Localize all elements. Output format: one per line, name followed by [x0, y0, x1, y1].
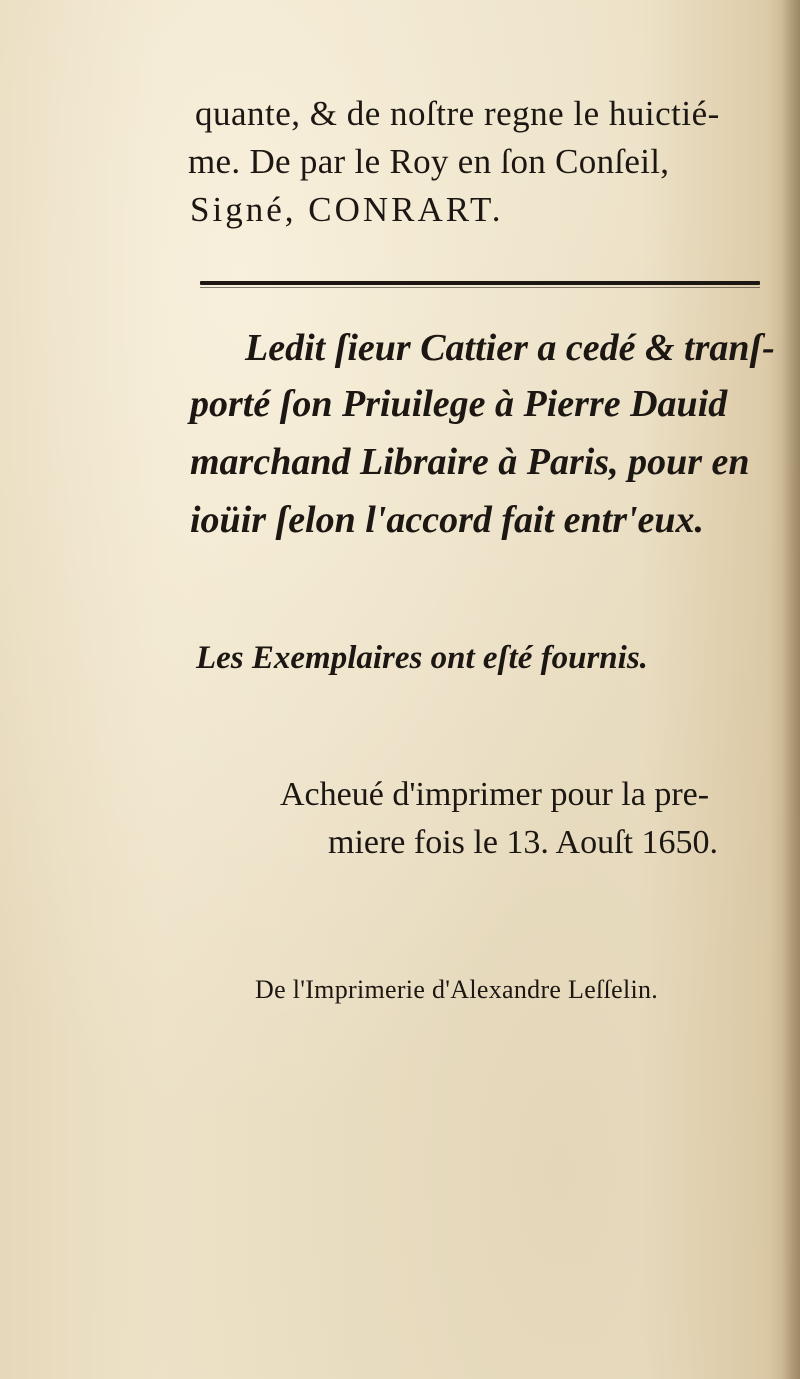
- completion-line-2: miere fois le 13. Aouſt 1650.: [328, 824, 719, 861]
- page-edge-shadow: [782, 0, 800, 1379]
- completion-line-1: Acheué d'imprimer pour la pre-: [280, 776, 710, 813]
- transfer-line-4: ioüir ſelon l'accord fait entr'eux.: [190, 499, 705, 541]
- horizontal-rule: [200, 281, 760, 285]
- transfer-line-1: Ledit ſieur Cattier a cedé & tranſ-: [245, 327, 775, 369]
- transfer-line-2: porté ſon Priuilege à Pierre Dauid: [190, 383, 728, 425]
- printer-imprint: De l'Imprimerie d'Alexandre Leſſelin.: [255, 975, 659, 1004]
- privilege-signature: Signé, CONRART.: [190, 190, 504, 229]
- privilege-line-1: quante, & de noſtre regne le huictié-: [195, 94, 720, 133]
- privilege-line-2: me. De par le Roy en ſon Conſeil,: [188, 142, 670, 181]
- copies-note: Les Exemplaires ont eſté fournis.: [196, 640, 648, 676]
- transfer-line-3: marchand Libraire à Paris, pour en: [190, 441, 750, 483]
